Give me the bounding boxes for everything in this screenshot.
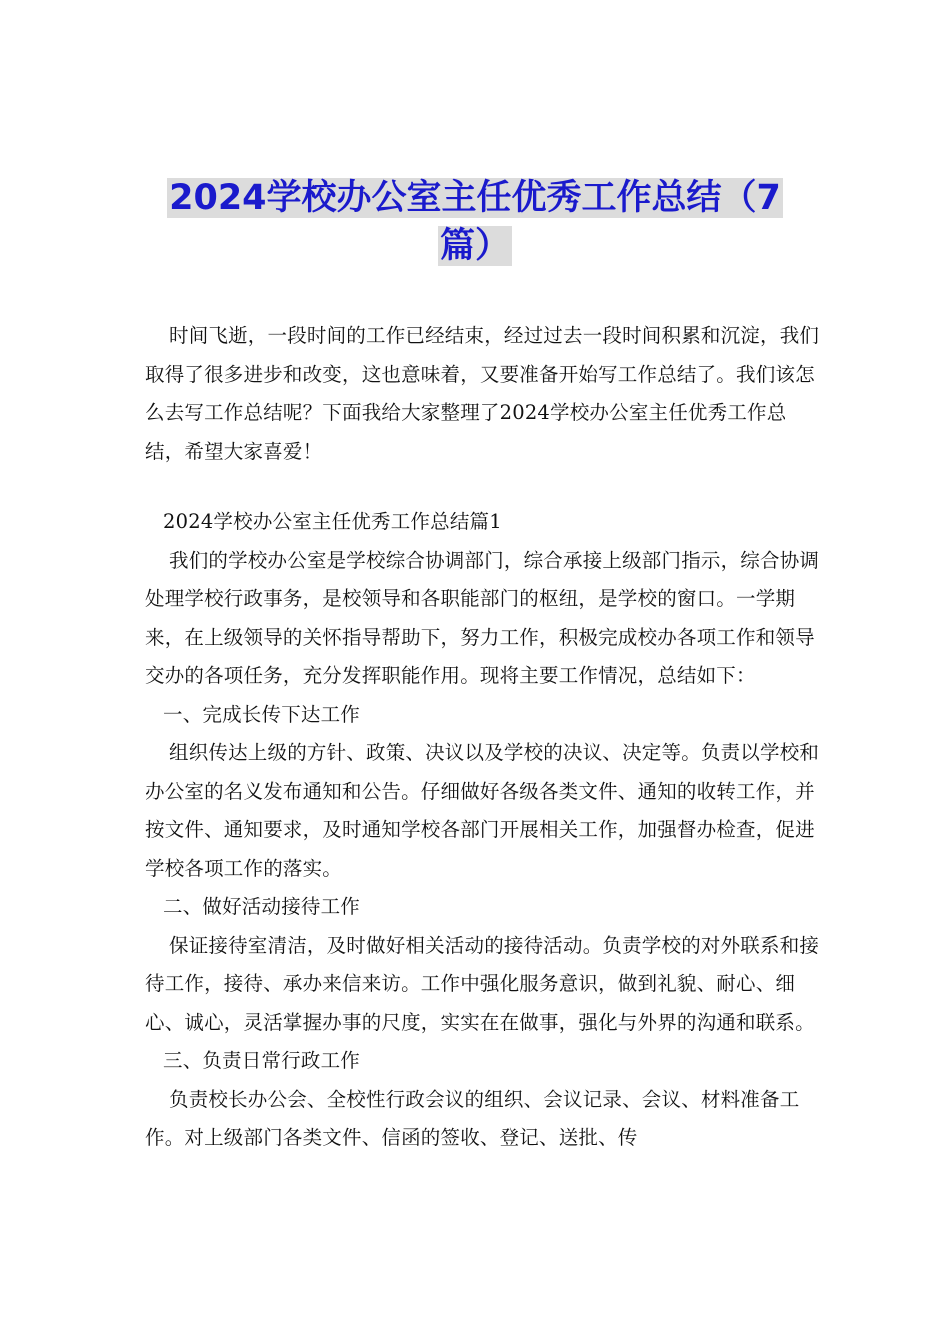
subheading: 一、完成长传下达工作 (163, 702, 361, 726)
intro-block (145, 317, 825, 471)
section-title: 2024学校办公室主任优秀工作总结篇1 (163, 510, 502, 533)
body-paragraph: 负责校长办公会、全校性行政会议的组织、会议记录、会议、材料准备工作。对上级部门各类文件、信函的签收、登记、送批、传 (145, 1087, 800, 1149)
body-paragraph: 我们的学校办公室是学校综合协调部门，综合承接上级部门指示，综合协调处理学校行政事务，是校领导和各职能部门的枢纽，是学校的窗口。一学期来，在上级领导的关怀指导帮助下，努力工作，积极完成校办各项工作和领导交办的各项任务，充分发挥职能作用。现将主要工作情况，总结如下： (145, 548, 820, 687)
subheading: 二、做好活动接待工作 (163, 895, 361, 918)
body-paragraph: 组织传达上级的方针、政策、决议以及学校的决议、决定等。负责以学校和办公室的名义发布通知和公告。仔细做好各级各类文件、通知的收转工作，并按文件、通知要求，及时通知学校各部门开展相关工作，加强督办检查，促进学校各项工作的落实。 (145, 741, 820, 880)
intro-paragraph: 时间飞逝，一段时间的工作已经结束，经过过去一段时间积累和沉淀，我们取得了很多进步和改变，这也意味着，又要准备开始写工作总结了。我们该怎么去写工作总结呢？下面我给大家整理了2024学校办公室主任优秀工作总结，希望大家喜爱！ (145, 324, 820, 463)
title-line-1: 2024学校办公室主任优秀工作总结（7 (169, 178, 781, 218)
document-title (145, 174, 805, 270)
section-block (145, 503, 825, 1158)
title-line-2: 篇） (439, 226, 510, 266)
subheading: 三、负责日常行政工作 (163, 1049, 361, 1072)
body-paragraph: 保证接待室清洁，及时做好相关活动的接待活动。负责学校的对外联系和接待工作，接待、承办来信来访。工作中强化服务意识，做到礼貌、耐心、细心、诚心，灵活掌握办事的尺度，实实在在做事，强化与外界的沟通和联系。 (145, 933, 820, 1034)
